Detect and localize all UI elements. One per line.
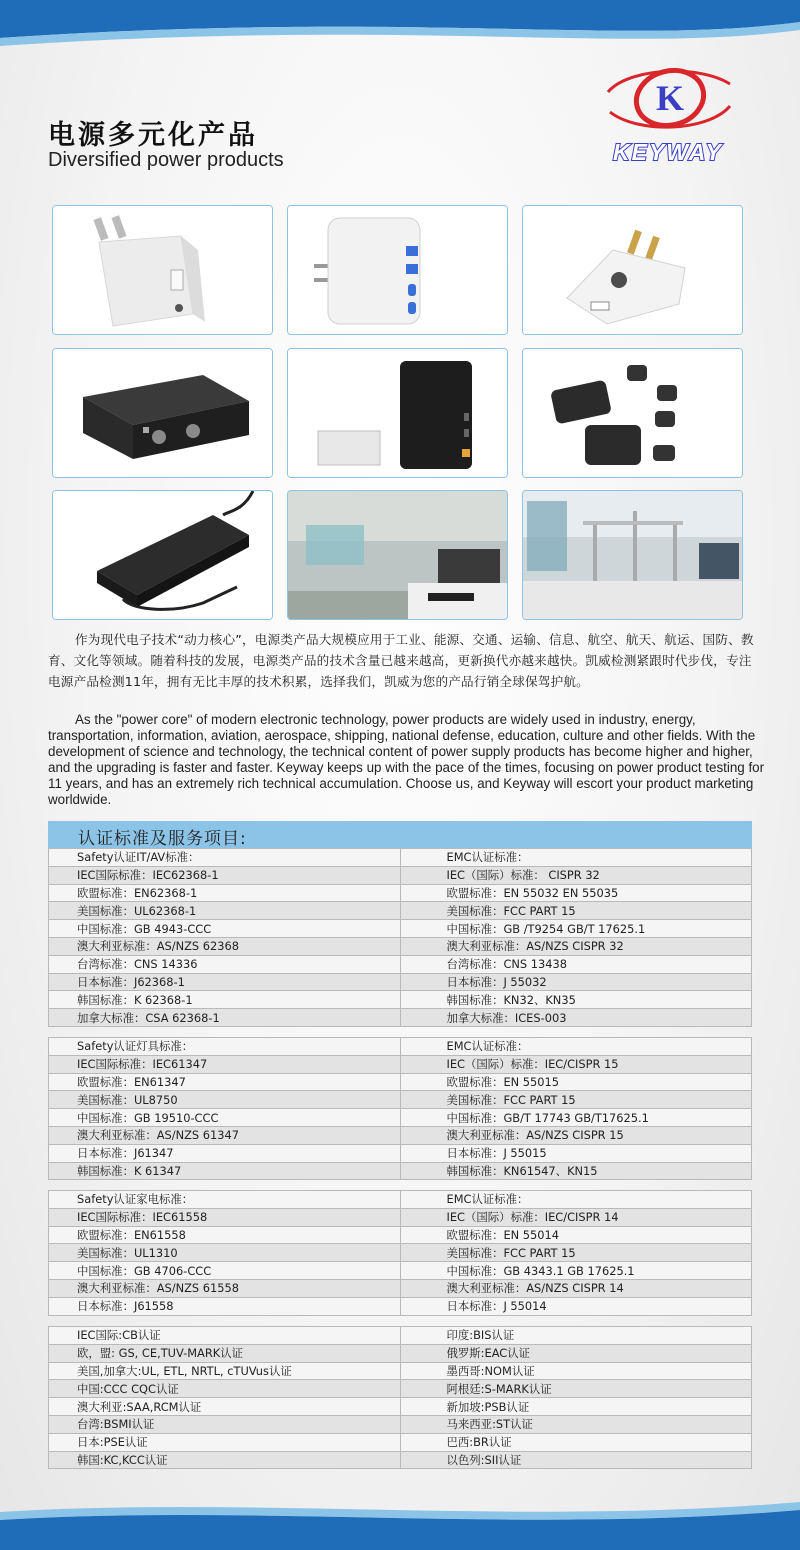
- table-cell-left: 欧，盟: GS, CE,TUV-MARK认证: [49, 1344, 401, 1362]
- gan-chargers-photo: [287, 348, 508, 478]
- table-row: [49, 1344, 752, 1362]
- top-wave-decoration: [0, 0, 800, 60]
- table-cell-left: 欧盟标准：EN61347: [49, 1073, 401, 1091]
- table-cell-right: 中国标准：GB 4343.1 GB 17625.1: [400, 1262, 752, 1280]
- table-row: [49, 1055, 752, 1073]
- table-cell-right: 日本标准：J 55014: [400, 1297, 752, 1315]
- table-row: [49, 1226, 752, 1244]
- table-cell-right: 墨西哥:NOM认证: [400, 1362, 752, 1380]
- table-row: [49, 991, 752, 1009]
- table-cell-right: 中国标准：GB /T9254 GB/T 17625.1: [400, 920, 752, 938]
- table-row: [49, 1162, 752, 1180]
- table-cell-right: 加拿大标准：ICES-003: [400, 1009, 752, 1027]
- table-row: [49, 1073, 752, 1091]
- page-title-cn: 电源多元化产品: [48, 120, 258, 151]
- table-cell-right: 中国标准：GB/T 17743 GB/T17625.1: [400, 1109, 752, 1127]
- table-cell-left: IEC国际标准：IEC61347: [49, 1055, 401, 1073]
- table-cell-right: EMC认证标准：: [400, 1191, 752, 1209]
- table-cell-right: 美国标准：FCC PART 15: [400, 902, 752, 920]
- table-cell-left: 韩国标准：K 61347: [49, 1162, 401, 1180]
- interchangeable-plug-adapters-photo: [522, 348, 743, 478]
- table-cell-left: 中国标准：GB 19510-CCC: [49, 1109, 401, 1127]
- table-row: [49, 920, 752, 938]
- table-cell-left: 美国标准：UL1310: [49, 1244, 401, 1262]
- table-cell-left: 欧盟标准：EN62368-1: [49, 884, 401, 902]
- logo-brand: KEYWAY: [613, 139, 723, 165]
- table-row: [49, 1262, 752, 1280]
- table-row: [49, 1009, 752, 1027]
- table-cell-right: 韩国标准：KN32、KN35: [400, 991, 752, 1009]
- table-cell-right: 美国标准：FCC PART 15: [400, 1091, 752, 1109]
- bottom-wave-decoration: [0, 1492, 800, 1550]
- table-row: [49, 1208, 752, 1226]
- appliance-standards-table: [48, 1190, 752, 1316]
- lab-test-equipment-photo: [522, 490, 743, 620]
- table-row: [49, 1191, 752, 1209]
- table-cell-right: 澳大利亚标准：AS/NZS CISPR 32: [400, 937, 752, 955]
- lab-workstation-photo: [287, 490, 508, 620]
- lighting-standards-table: [48, 1037, 752, 1180]
- table-row: [49, 1327, 752, 1345]
- page-title-en: Diversified power products: [48, 149, 284, 171]
- table-row: [49, 1109, 752, 1127]
- table-cell-left: 台湾标准：CNS 14336: [49, 955, 401, 973]
- table-cell-left: 日本:PSE认证: [49, 1433, 401, 1451]
- table-row: [49, 1279, 752, 1297]
- table-cell-right: 日本标准：J 55032: [400, 973, 752, 991]
- table-row: [49, 1091, 752, 1109]
- table-cell-right: 欧盟标准：EN 55014: [400, 1226, 752, 1244]
- table-cell-left: 中国标准：GB 4943-CCC: [49, 920, 401, 938]
- table-cell-right: 韩国标准：KN61547、KN15: [400, 1162, 752, 1180]
- table-cell-right: 巴西:BR认证: [400, 1433, 752, 1451]
- table-row: [49, 1433, 752, 1451]
- table-row: [49, 1362, 752, 1380]
- table-cell-left: 日本标准：J61558: [49, 1297, 401, 1315]
- table-cell-right: 新加坡:PSB认证: [400, 1398, 752, 1416]
- table-cell-right: 阿根廷:S-MARK认证: [400, 1380, 752, 1398]
- standards-heading: 认证标准及服务项目:: [78, 829, 247, 849]
- table-cell-left: 韩国标准：K 62368-1: [49, 991, 401, 1009]
- table-row: [49, 1380, 752, 1398]
- table-cell-left: 中国标准：GB 4706-CCC: [49, 1262, 401, 1280]
- white-usb-charger-photo: [52, 205, 273, 335]
- table-row: [49, 902, 752, 920]
- table-cell-right: 台湾标准：CNS 13438: [400, 955, 752, 973]
- table-cell-left: 美国,加拿大:UL, ETL, NRTL, cTUVus认证: [49, 1362, 401, 1380]
- table-row: [49, 973, 752, 991]
- table-cell-left: 澳大利亚标准：AS/NZS 61558: [49, 1279, 401, 1297]
- table-cell-right: 澳大利亚标准：AS/NZS CISPR 14: [400, 1279, 752, 1297]
- table-row: [49, 955, 752, 973]
- table-row: [49, 1144, 752, 1162]
- table-row: [49, 1415, 752, 1433]
- table-row: [49, 1297, 752, 1315]
- table-cell-right: EMC认证标准：: [400, 849, 752, 867]
- table-cell-left: Safety认证IT/AV标准：: [49, 849, 401, 867]
- table-cell-right: IEC（国际）标准：IEC/CISPR 15: [400, 1055, 752, 1073]
- table-row: [49, 1398, 752, 1416]
- table-cell-left: 美国标准：UL8750: [49, 1091, 401, 1109]
- table-row: [49, 849, 752, 867]
- table-cell-right: 马来西亚:ST认证: [400, 1415, 752, 1433]
- it-av-standards-table: [48, 848, 752, 1027]
- table-cell-right: IEC（国际）标准： CISPR 32: [400, 866, 752, 884]
- table-cell-right: EMC认证标准：: [400, 1038, 752, 1056]
- table-cell-right: IEC（国际）标准：IEC/CISPR 14: [400, 1208, 752, 1226]
- table-row: [49, 1126, 752, 1144]
- table-cell-left: 日本标准：J61347: [49, 1144, 401, 1162]
- laptop-power-brick-photo: [52, 490, 273, 620]
- table-row: [49, 937, 752, 955]
- standards-heading-bar: [48, 821, 752, 848]
- table-cell-left: Safety认证灯具标准：: [49, 1038, 401, 1056]
- certification-table: [48, 1326, 752, 1469]
- table-row: [49, 1244, 752, 1262]
- table-cell-left: Safety认证家电标准：: [49, 1191, 401, 1209]
- table-cell-right: 美国标准：FCC PART 15: [400, 1244, 752, 1262]
- table-cell-left: 加拿大标准：CSA 62368-1: [49, 1009, 401, 1027]
- table-cell-right: 印度:BIS认证: [400, 1327, 752, 1345]
- table-cell-left: 澳大利亚:SAA,RCM认证: [49, 1398, 401, 1416]
- table-cell-left: 台湾:BSMI认证: [49, 1415, 401, 1433]
- table-cell-left: 日本标准：J62368-1: [49, 973, 401, 991]
- table-cell-right: 以色列:SII认证: [400, 1451, 752, 1469]
- table-cell-left: IEC国际标准：IEC61558: [49, 1208, 401, 1226]
- table-row: [49, 1451, 752, 1469]
- table-cell-left: 韩国:KC,KCC认证: [49, 1451, 401, 1469]
- table-cell-right: 欧盟标准：EN 55015: [400, 1073, 752, 1091]
- table-cell-left: IEC国际标准：IEC62368-1: [49, 866, 401, 884]
- table-cell-right: 日本标准：J 55015: [400, 1144, 752, 1162]
- table-cell-left: 美国标准：UL62368-1: [49, 902, 401, 920]
- table-cell-left: 澳大利亚标准：AS/NZS 61347: [49, 1126, 401, 1144]
- black-xlr-power-box-photo: [52, 348, 273, 478]
- quick-charge-adapter-photo: [522, 205, 743, 335]
- table-cell-right: 澳大利亚标准：AS/NZS CISPR 15: [400, 1126, 752, 1144]
- table-row: [49, 1038, 752, 1056]
- table-cell-left: 中国:CCC CQC认证: [49, 1380, 401, 1398]
- table-cell-right: 欧盟标准：EN 55032 EN 55035: [400, 884, 752, 902]
- table-cell-left: 欧盟标准：EN61558: [49, 1226, 401, 1244]
- intro-paragraph-cn: 作为现代电子技术“动力核心”，电源类产品大规模应用于工业、能源、交通、运输、信息、航空、航天、航运、国防、教育、文化等领域。随着科技的发展，电源类产品的技术含量已越来越高，更新换代亦越来越快。凯威检测紧跟时代步伐，专注电源产品检测11年，拥有无比丰厚的技术积累，选择我们，凯威为您的产品行销全球保驾护航。: [48, 632, 754, 689]
- logo-letter: K: [655, 78, 684, 118]
- table-cell-left: IEC国际:CB认证: [49, 1327, 401, 1345]
- table-cell-right: 俄罗斯:EAC认证: [400, 1344, 752, 1362]
- intro-paragraph-en: As the "power core" of modern electronic technology, power products are widely used in industry, energy, transportation, information, aviation, aerospace, shipping, national defense, education, culture and other fields. With the development of science and technology, the technical content of power supply products has become higher and higher, and the upgrading is faster and faster. Keyway keeps up with the pace of the times, focusing on power product testing for 11 years, and has an extremely rich technical accumulation. Choose us, and Keyway will escort your product marketing worldwide.: [48, 712, 765, 808]
- table-row: [49, 884, 752, 902]
- table-cell-left: 澳大利亚标准：AS/NZS 62368: [49, 937, 401, 955]
- 100w-gan-charger-photo: [287, 205, 508, 335]
- table-row: [49, 866, 752, 884]
